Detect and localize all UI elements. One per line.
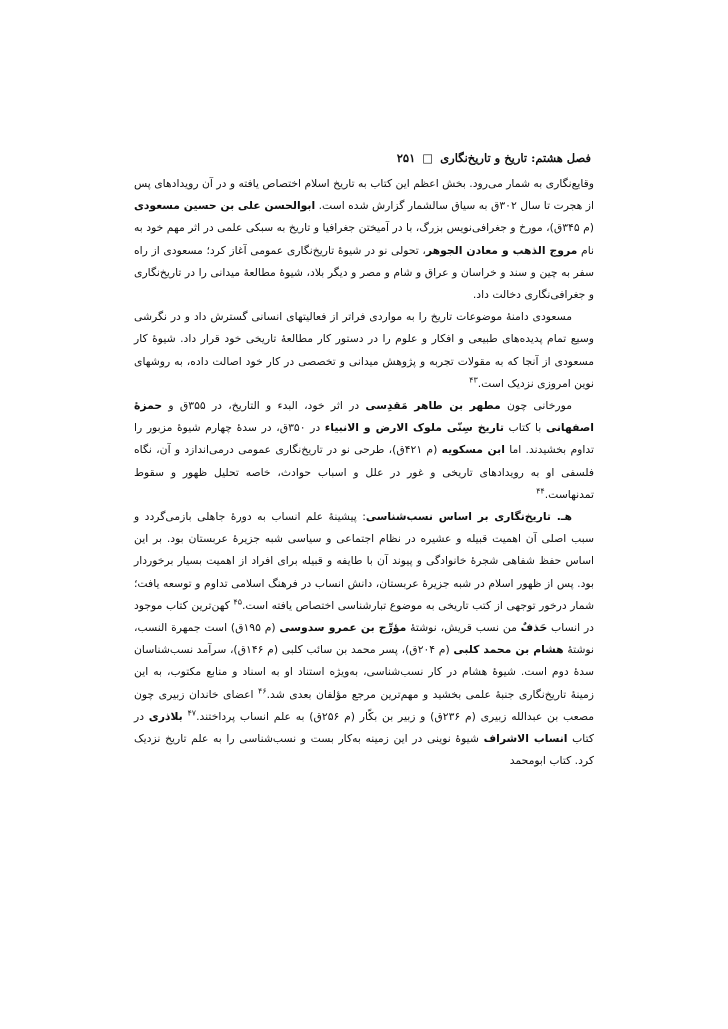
footnote-marker: ۴۶ (258, 686, 267, 696)
text-run: مسعودی دامنهٔ موضوعات تاریخ را به مواردی فراتر از فعالیتهای انسانی گسترش داد و در نگرشی وسیع تمام پدیده‌های طبیعی و افکار و علوم را در دستور کار مطالعهٔ تاریخی خود قرار داد. شیوهٔ کار مسعودی از آنجا که به مقولات تجربه و پژوهش میدانی و تخصصی در کار خود اصالت داده، به روشهای نوین امروزی نزدیک است. (134, 310, 594, 390)
text-run: در اثر خود، البدء و التاریخ، در ۳۵۵ق و (162, 399, 366, 413)
text-run: اعضای خاندان زبیری چون مصعب بن عبدالله زبیری (م ۲۳۶ق) و زبیر بن بکّار (م ۲۵۶ق) به علم انساب پرداختند. (134, 687, 595, 723)
text-run: با کتاب (503, 421, 546, 435)
bold-term: ابن مسکویه (441, 443, 505, 457)
bold-term: مطهر بن طاهر مَقدِسی (365, 399, 501, 413)
paragraph (134, 173, 594, 306)
text-run: (م ۲۰۴ق)، پسر محمد بن سائب کلبی (م ۱۴۶ق)، سرآمد نسب‌شناسان سدهٔ دوم است. شیوهٔ هشام در کار نسب‌شناسی، به‌ویژه استناد او به اسناد و منابع مکتوب، به این زمینهٔ تاریخ‌نگاری جنبهٔ علمی بخشید و مهم‌ترین مرجع مؤلفان بعدی شد. (134, 643, 594, 701)
text-run: ، تحولی نو در شیوهٔ تاریخ‌نگاری عمومی آغاز کرد؛ مسعودی از راه سفر به چین و سند و خراسان و عراق و شام و مصر و دیگر بلاد، شیوهٔ مطالعهٔ میدانی را در تاریخ‌نگاری و جغرافی‌نگاری دخالت داد. (134, 243, 594, 302)
footnote-marker: ۴۵ (233, 597, 242, 607)
paragraph (134, 306, 594, 395)
text-run: مورخانی چون (500, 399, 572, 413)
text-run: در کتاب (134, 709, 594, 746)
bold-term: مؤرِّج بن عمرو سدوسی (279, 621, 407, 635)
chapter-title: فصل هشتم: تاریخ و تاریخ‌نگاری (440, 151, 591, 165)
bold-term: حَذفٌ (520, 621, 548, 635)
text-run: در ۳۵۰ق، در سدهٔ چهارم شیوهٔ مزبور را تداوم بخشیدند. اما (134, 421, 595, 457)
running-header (142, 149, 591, 167)
bold-term: انساب الاشراف (483, 732, 568, 746)
text-run: من نسب قریش، نوشتهٔ (406, 621, 521, 635)
text-run: شیوهٔ نوینی در این زمینه به‌کار بست و نسب‌شناسی را به علم تاریخ نزدیک کرد. کتاب ابومحمد (134, 732, 594, 768)
page-number: ۲۵۱ (396, 151, 416, 165)
text-run: کهن‌ترین کتاب موجود در انساب (134, 598, 594, 635)
footnote-marker: ۴۳ (469, 375, 478, 385)
bold-term: بلاذری (148, 709, 183, 723)
bold-term: ابوالحسن علی بن حسین مسعودی (134, 199, 316, 213)
bold-term: مروج الذهب و معادن الجوهر (425, 243, 578, 257)
body-text (134, 173, 594, 772)
text-run: : پیشینهٔ علم انساب به دورهٔ جاهلی بازمی‌گردد و سبب اصلی آن اهمیت قبیله و عشیره در نظام اجتماعی و سیاسی شبه جزیرهٔ عربستان بود. بر این اساس حفظ شفاهی شجرهٔ خانوادگی و پیوند آن با طایفه و قبیله برای افراد از اهمیت بسیار برخوردار بود. پس از ظهور اسلام در شبه جزیرهٔ عربستان، دانش انساب در فرهنگ اسلامی تداوم و توسعه یافت؛ شمار درخور توجهی از کتب تاریخی به موضوع تبارشناسی اختصاص یافته است. (134, 510, 594, 612)
text-run: (م ۴۲۱ق)، طرحی نو در تاریخ‌نگاری عمومی درمی‌اندازد و آن، نگاه فلسفی او به رویدادهای تاریخی و غور در علل و اسباب حوادث، خاصه تحلیل ظهور و سقوط تمدنهاست. (134, 443, 594, 501)
bold-term: هـ. تاریخ‌نگاری بر اساس نسب‌شناسی (365, 510, 572, 524)
text-run: (م ۱۹۵ق) است جمهرة النسب، نوشتهٔ (134, 621, 595, 657)
paragraph (134, 395, 594, 506)
text-run: (م ۳۴۵ق)، مورخ و جغرافی‌نویس بزرگ، با در آمیختن جغرافیا و تاریخ به سبکی علمی در اثر مهم خود به نام (134, 221, 594, 257)
bold-term: حمزهٔ اصفهانی (134, 399, 595, 435)
text-run: وقایع‌نگاری به شمار می‌رود. بخش اعظم این کتاب به تاریخ اسلام اختصاص یافته و در آن رویدادهای پس از هجرت تا سال ۳۰۲ق به سیاق سالشمار گزارش شده است. (134, 177, 594, 213)
bold-term: تاریخ سِنّی ملوک الارض و الانبیاء (324, 421, 504, 435)
footnote-marker: ۴۷ (187, 708, 197, 718)
footnote-marker: ۴۴ (536, 486, 545, 496)
separator-box-icon: □ (422, 151, 434, 165)
paragraph (134, 506, 594, 772)
bold-term: هشام بن محمد کلبی (453, 643, 564, 657)
